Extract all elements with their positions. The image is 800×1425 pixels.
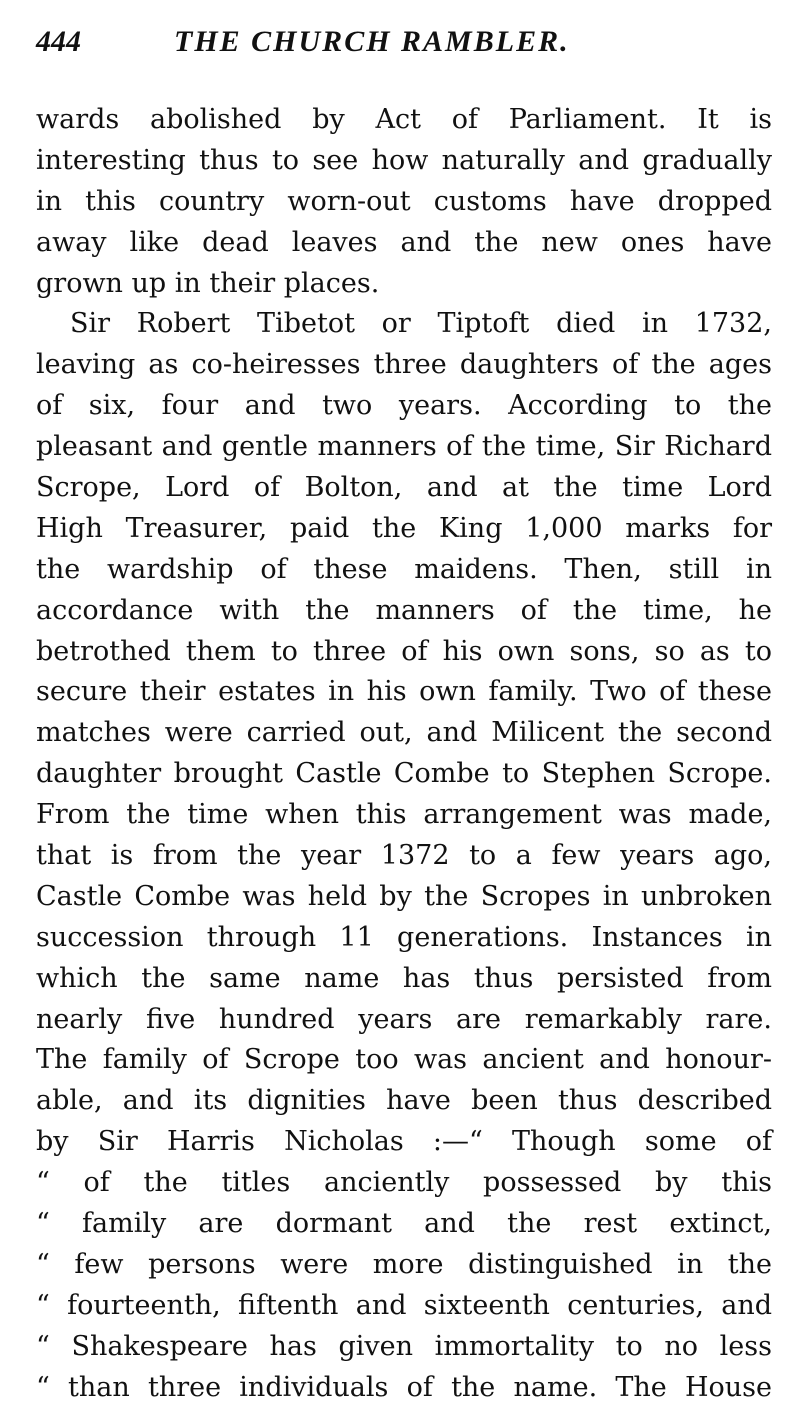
text-line: able, and its dignities have been thus described bbox=[36, 1085, 772, 1117]
text-line: succession through 11 generations. Instances in bbox=[36, 921, 772, 953]
text-line: pleasant and gentle manners of the time, Sir Richard bbox=[36, 431, 772, 463]
text-line: away like dead leaves and the new ones have bbox=[36, 226, 772, 258]
text-line: in this country worn-out customs have dropped bbox=[36, 185, 772, 217]
text-line: Sir Robert Tibetot or Tiptoft died in 1732, bbox=[70, 308, 772, 340]
text-line: betrothed them to three of his own sons, so as to bbox=[36, 635, 772, 667]
text-line: by Sir Harris Nicholas :—“ Though some of bbox=[36, 1126, 772, 1158]
text-line: Scrope, Lord of Bolton, and at the time Lord bbox=[36, 472, 772, 504]
page-header bbox=[36, 22, 776, 62]
text-line: accordance with the manners of the time, he bbox=[36, 594, 772, 626]
text-line: grown up in their places. bbox=[36, 267, 380, 299]
text-line: The family of Scrope too was ancient and honour- bbox=[36, 1044, 772, 1076]
text-line: matches were carried out, and Milicent the second bbox=[36, 717, 772, 749]
text-line: Castle Combe was held by the Scropes in unbroken bbox=[36, 880, 772, 912]
text-line: “ Shakespeare has given immortality to no less bbox=[36, 1330, 772, 1362]
text-line: “ fourteenth, fiftenth and sixteenth centuries, and bbox=[36, 1289, 772, 1321]
text-line: “ few persons were more distinguished in the bbox=[36, 1248, 772, 1280]
text-line: “ than three individuals of the name. The House bbox=[36, 1371, 772, 1403]
text-line: daughter brought Castle Combe to Stephen Scrope. bbox=[36, 758, 772, 790]
text-line: the wardship of these maidens. Then, still in bbox=[36, 553, 772, 585]
page-number: 444 bbox=[36, 25, 81, 58]
text-line: interesting thus to see how naturally and gradually bbox=[36, 144, 772, 176]
text-line: nearly five hundred years are remarkably rare. bbox=[36, 1003, 772, 1035]
text-line: that is from the year 1372 to a few years ago, bbox=[36, 840, 772, 872]
text-line: High Treasurer, paid the King 1,000 marks for bbox=[36, 512, 772, 544]
text-line: secure their estates in his own family. Two of these bbox=[36, 676, 772, 708]
text-line: wards abolished by Act of Parliament. It is bbox=[36, 104, 772, 135]
text-line: From the time when this arrangement was made, bbox=[36, 799, 772, 831]
text-line: “ of the titles anciently possessed by this bbox=[36, 1167, 772, 1199]
text-line: which the same name has thus persisted from bbox=[36, 962, 772, 994]
body-text bbox=[36, 100, 772, 1409]
running-head: THE CHURCH RAMBLER. bbox=[174, 25, 570, 58]
text-line: leaving as co-heiresses three daughters of the ages bbox=[36, 349, 772, 381]
text-line: “ family are dormant and the rest extinct, bbox=[36, 1208, 772, 1240]
text-line: of six, four and two years. According to the bbox=[36, 390, 772, 422]
